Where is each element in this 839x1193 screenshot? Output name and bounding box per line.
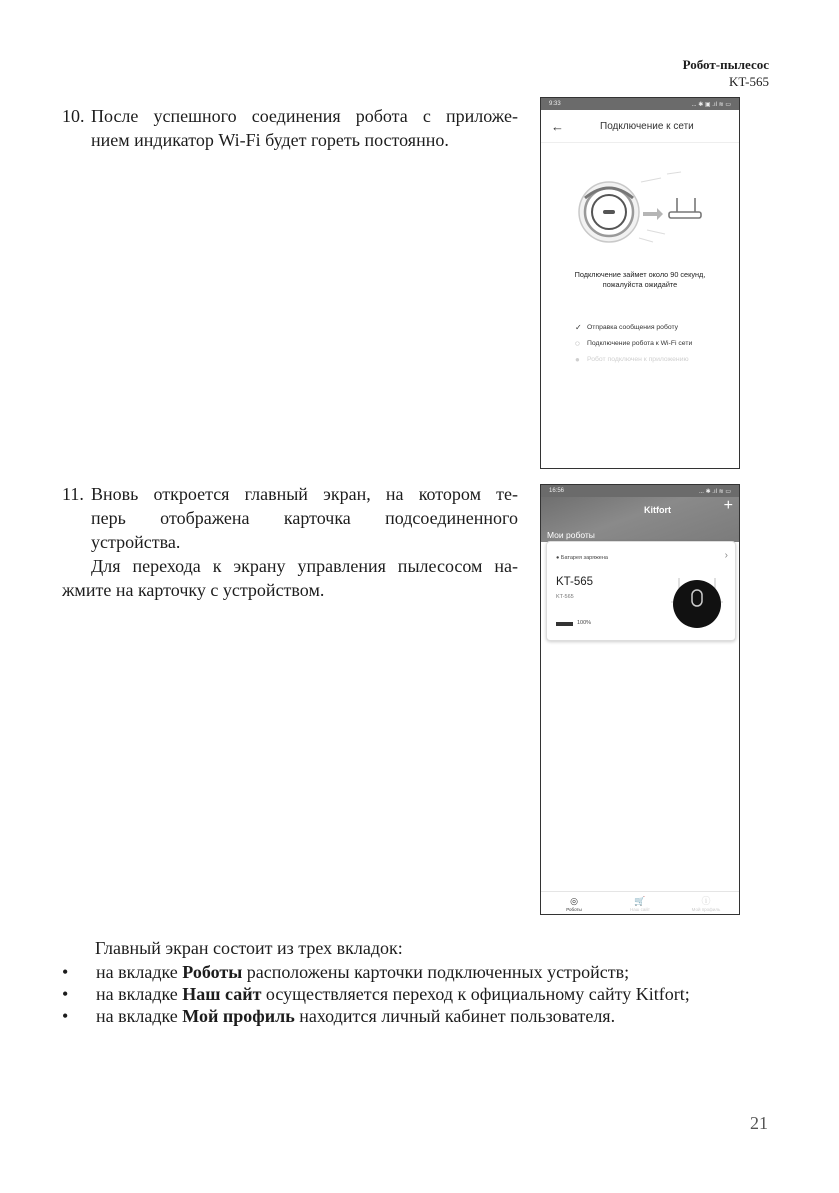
battery-percent: 100% xyxy=(577,620,592,626)
router-icon xyxy=(669,198,701,218)
step-item-wifi: ◌ Подключение робота к Wi-Fi сети xyxy=(575,338,693,348)
status-time: 16:56 xyxy=(549,488,565,494)
phone-screenshot-connection xyxy=(540,97,740,469)
robot-connecting-illustration xyxy=(569,160,719,250)
bullet-our-site: • на вкладке Наш сайт осуществляется переход к официальному сайту Kitfort; xyxy=(62,984,690,1004)
back-arrow-icon[interactable]: ← xyxy=(551,118,564,134)
robot-subtitle: KT-565 xyxy=(556,594,574,600)
connection-message-line-1: Подключение займет около 90 секунд, xyxy=(574,270,706,279)
status-bar xyxy=(541,485,739,497)
section-title: Мои роботы xyxy=(547,530,595,540)
status-bar xyxy=(541,98,739,110)
step-10 xyxy=(62,104,518,152)
robot-tab-icon: ◎ xyxy=(570,896,578,906)
wave-lines xyxy=(639,172,681,242)
page-number: 21 xyxy=(750,1113,768,1133)
robot-model: KT-565 xyxy=(556,576,594,588)
phone-screenshot-home xyxy=(540,484,740,915)
step-item-connected: ● Робот подключен к приложению xyxy=(575,354,689,364)
step-10-line-1: После успешного соединения робота с приложе- xyxy=(91,106,518,126)
status-icons: ... ✱ ▣ .ıl ≋ ▭ xyxy=(691,101,731,108)
dot-icon: ● xyxy=(575,354,580,364)
header-product: Робот-пылесос xyxy=(682,57,769,72)
connection-steps xyxy=(575,319,692,367)
bullet-my-profile: • на вкладке Мой профиль находится личный кабинет пользователя. xyxy=(62,1006,616,1026)
step-11-line-3: устройства. xyxy=(91,532,181,552)
battery-status: ● Батарея заряжена xyxy=(556,555,608,561)
robot-icon xyxy=(579,182,639,242)
bottom-tab-bar xyxy=(541,891,739,914)
hero-banner xyxy=(541,497,739,542)
tab-our-site[interactable]: 🛒 Наш сайт xyxy=(630,896,650,912)
app-bar xyxy=(541,110,739,143)
status-time: 9:33 xyxy=(549,101,561,107)
step-10-number: 10. xyxy=(62,106,85,126)
step-item-sent: ✓ Отправка сообщения роботу xyxy=(575,322,679,332)
cart-icon: 🛒 xyxy=(634,896,646,906)
connection-message xyxy=(541,270,739,290)
connection-message-line-2: пожалуйста ожидайте xyxy=(602,280,678,289)
header-model: KT-565 xyxy=(729,74,769,89)
brand-logo: Kitfort xyxy=(644,505,671,515)
arrow-right-icon xyxy=(643,208,663,220)
checkmark-icon: ✓ xyxy=(575,322,582,332)
profile-icon: ⓘ xyxy=(701,896,711,906)
tabs-intro: Главный экран состоит из трех вкладок: xyxy=(95,938,403,958)
step-11-paragraph-2: Для перехода к экрану управления пылесосом на-жмите на карточку с устройством. xyxy=(62,556,518,600)
step-11 xyxy=(62,482,518,602)
step-11-number: 11. xyxy=(62,484,84,504)
status-icons: ... ✱ .ıl ≋ ▭ xyxy=(698,488,731,495)
add-robot-icon[interactable]: + xyxy=(723,497,733,514)
step-11-line-2: перь отображена карточка подсоединенного xyxy=(91,508,518,528)
tab-my-profile[interactable]: ⓘ Мой профиль xyxy=(691,896,721,912)
robot-image xyxy=(665,570,729,634)
spinner-icon: ◌ xyxy=(575,338,580,348)
battery-icon xyxy=(556,622,573,626)
step-10-line-2: нием индикатор Wi-Fi будет гореть постоянно. xyxy=(91,130,449,150)
tab-robots[interactable]: ◎ Роботы xyxy=(566,896,582,912)
robot-card[interactable] xyxy=(546,541,736,641)
chevron-right-icon: › xyxy=(724,550,728,561)
screen-title: Подключение к сети xyxy=(600,120,694,132)
bullet-robots: • на вкладке Роботы расположены карточки подключенных устройств; xyxy=(62,962,630,982)
page-header xyxy=(683,56,769,90)
step-11-line-1: Вновь откроется главный экран, на котором те- xyxy=(91,484,518,504)
